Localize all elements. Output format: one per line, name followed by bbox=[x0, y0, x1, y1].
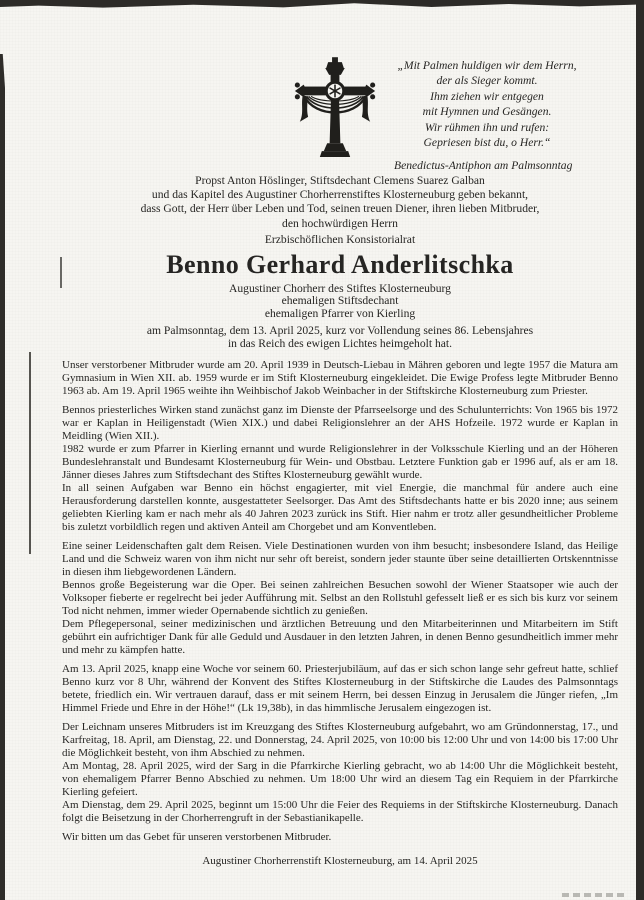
body-paragraph: 1982 wurde er zum Pfarrer in Kierling ernannt und wurde Religionslehrer in der Volksschule Kierling und an der Höheren Bundeslehranstalt und Bundesamt Klosterneuburg für Wein- und Obstbau. Letztere Funktion gab er 1996 auf, als er am 18. Jänner dieses Jahres zum Stiftsdechant des Stiftes Klosterneuburg gewählt wurde. bbox=[62, 443, 618, 482]
quote-line: Ihm ziehen wir entgegen bbox=[430, 89, 544, 103]
scan-edge-right bbox=[636, 0, 644, 900]
death-line: in das Reich des ewigen Lichtes heimgeholt hat. bbox=[227, 337, 453, 351]
scan-edge-left bbox=[0, 54, 5, 900]
paragraph-block bbox=[62, 359, 618, 398]
signature-line: Augustiner Chorherrenstift Klosterneuburg, am 14. April 2025 bbox=[202, 855, 478, 868]
role-line: Augustiner Chorherr des Stiftes Klosterneuburg bbox=[229, 282, 451, 296]
paragraph-block bbox=[62, 540, 618, 657]
paragraph-block bbox=[62, 663, 618, 715]
announcement bbox=[62, 174, 618, 247]
announcement-line: und das Kapitel des Augustiner Chorherrenstiftes Klosterneuburg geben bekannt, bbox=[151, 188, 529, 202]
body-paragraph: Am 13. April 2025, knapp eine Woche vor seinem 60. Priesterjubiläum, auf das er sich schon lange sehr gefreut hatte, schlief Benno kurz vor 8 Uhr, während der Konvent des Stiftes Klosterneuburg in der Stiftskirche die Laudes des Palmsonntags betete, friedlich ein. Wir vertrauen darauf, dass er mit seinem Herrn, bei dessen Einzug in Jerusalem die Jünger riefen, „Im Himmel Friede und Ehre in der Höhe!“ (Lk 19,38b), in das himmlische Jerusalem eingezogen ist. bbox=[62, 663, 618, 715]
closing-request bbox=[62, 831, 618, 844]
quote-line: Gepriesen bist du, o Herr.“ bbox=[423, 136, 551, 150]
announcement-line: den hochwürdigen Herrn bbox=[282, 216, 398, 230]
scan-smudge bbox=[562, 893, 628, 897]
scan-edge-top bbox=[0, 0, 644, 8]
cross-icon bbox=[291, 56, 379, 166]
main-column bbox=[62, 174, 618, 868]
body-paragraph: Bennos priesterliches Wirken stand zunächst ganz im Dienste der Pfarrseelsorge und des Schulunterrichts: Von 1965 bis 1972 war er Kaplan in Heiligenstadt (Wien XIX.) und dabei Religionslehrer an der AHS Hofzeile. 1972 wurde er Kaplan in Meidling (Wien XII.). bbox=[62, 404, 618, 443]
body-paragraph: Eine seiner Leidenschaften galt dem Reisen. Viele Destinationen wurden von ihm besucht; insbesondere Island, das Heilige Land und die Schweiz waren von ihm nicht nur sehr oft bereist, sondern jeder staunte über seine detaillierten Ortskenntnisse in diesen ihm liebgewordenen Ländern. bbox=[62, 540, 618, 579]
deceased-roles bbox=[62, 283, 618, 320]
closing-paragraph: Wir bitten um das Gebet für unseren verstorbenen Mitbruder. bbox=[62, 831, 332, 844]
honorific-title: Erzbischöflichen Konsistorialrat bbox=[264, 232, 416, 246]
deceased-name: Benno Gerhard Anderlitschka bbox=[166, 250, 514, 280]
paragraph-block bbox=[62, 721, 618, 825]
body-paragraph: Dem Pflegepersonal, seiner medizinischen und ärztlichen Betreuung und den Mitarbeiterinnen und Mitarbeitern im Stift gebührt ein aufrichtiger Dank für alle Geduld und Ausdauer in den letzten Jahren, in denen Benno gesundheitlich immer mehr und mehr zu kämpfen hatte. bbox=[62, 618, 618, 657]
quote-attribution: Benedictus-Antiphon am Palmsonntag bbox=[394, 159, 573, 173]
body-paragraph: Unser verstorbener Mitbruder wurde am 20. April 1939 in Deutsch-Liebau in Mähren geboren und legte 1957 die Matura am Gymnasium in Wien XII. ab. 1959 wurde er im Stift Klosterneuburg eingekleidet. Die Ewige Profess legte Mitbruder Benno 1963 ab. Am 19. April 1965 weihte ihn Weihbischof Jakob Weinbacher in der Stiftskirche Klosterneuburg zum Priester. bbox=[62, 359, 618, 398]
scan-fold-line bbox=[29, 352, 31, 554]
body-paragraph: Bennos große Begeisterung war die Oper. Bei seinen zahlreichen Besuchen sowohl der Wiener Staatsoper wie auch der Volksoper fieberte er regelrecht bei jeder Aufführung mit. Selbst an den Rollstuhl gefesselt ließ er es sich bis kurz vor seinem Tod nicht nehmen, immer wieder Opernabende sichtlich zu genießen. bbox=[62, 579, 618, 618]
body-paragraph: Der Leichnam unseres Mitbruders ist im Kreuzgang des Stiftes Klosterneuburg aufgebahrt, wo am Gründonnerstag, 17., und Karfreitag, 18. April, am Dienstag, 22. und Donnerstag, 24. April 2025, von 10:00 bis 12:00 Uhr und von 14:00 bis 17:00 Uhr die Möglichkeit besteht, von ihm Abschied zu nehmen. bbox=[62, 721, 618, 760]
antiphon-quote bbox=[394, 58, 580, 173]
quote-line: der als Sieger kommt. bbox=[436, 74, 538, 88]
quote-line: „Mit Palmen huldigen wir dem Herrn, bbox=[397, 59, 577, 72]
death-statement bbox=[62, 324, 618, 350]
role-line: ehemaligen Stiftsdechant bbox=[281, 294, 399, 308]
role-line: ehemaligen Pfarrer von Kierling bbox=[264, 306, 416, 320]
announcement-line: Propst Anton Höslinger, Stiftsdechant Clemens Suarez Galban bbox=[195, 174, 485, 187]
body-paragraph: In all seinen Aufgaben war Benno ein höchst engagierter, mit viel Energie, die manchmal für andere auch eine Herausforderung darstellen konnte, ausgestatteter Seelsorger. Das Amt des Stiftsdechants hatte er bis 2020 inne; aus seinem geliebten Kierling kam er nach mehr als 40 Jahren 2023 zurück ins Stift. Hier nahm er trotz aller gesundheitlicher Probleme bis zuletzt vorbildlich regen und aktiven Anteil am Chorgebet und am Konventleben. bbox=[62, 482, 618, 534]
body-paragraph: Am Dienstag, dem 29. April 2025, beginnt um 15:00 Uhr die Feier des Requiems in der Stiftskirche Klosterneuburg. Danach folgt die Beisetzung in der Chorherrengruft in der Sebastianikapelle. bbox=[62, 799, 618, 825]
quote-line: mit Hymnen und Gesängen. bbox=[422, 105, 552, 119]
announcement-line: dass Gott, der Herr über Leben und Tod, seinen treuen Diener, ihren lieben Mitbruder, bbox=[140, 202, 540, 216]
body-paragraph: Am Montag, 28. April 2025, wird der Sarg in die Pfarrkirche Kierling gebracht, wo ab 14:00 Uhr die Möglichkeit besteht, von ehemaligem Pfarrer Benno Abschied zu nehmen. Um 18:00 Uhr wird an diesem Tag ein Requiem in der Pfarrkirche Kierling gefeiert. bbox=[62, 760, 618, 799]
quote-line: Wir rühmen ihn und rufen: bbox=[424, 120, 550, 134]
death-line: am Palmsonntag, dem 13. April 2025, kurz vor Vollendung seines 86. Lebensjahres bbox=[146, 324, 534, 338]
paragraph-block bbox=[62, 404, 618, 534]
